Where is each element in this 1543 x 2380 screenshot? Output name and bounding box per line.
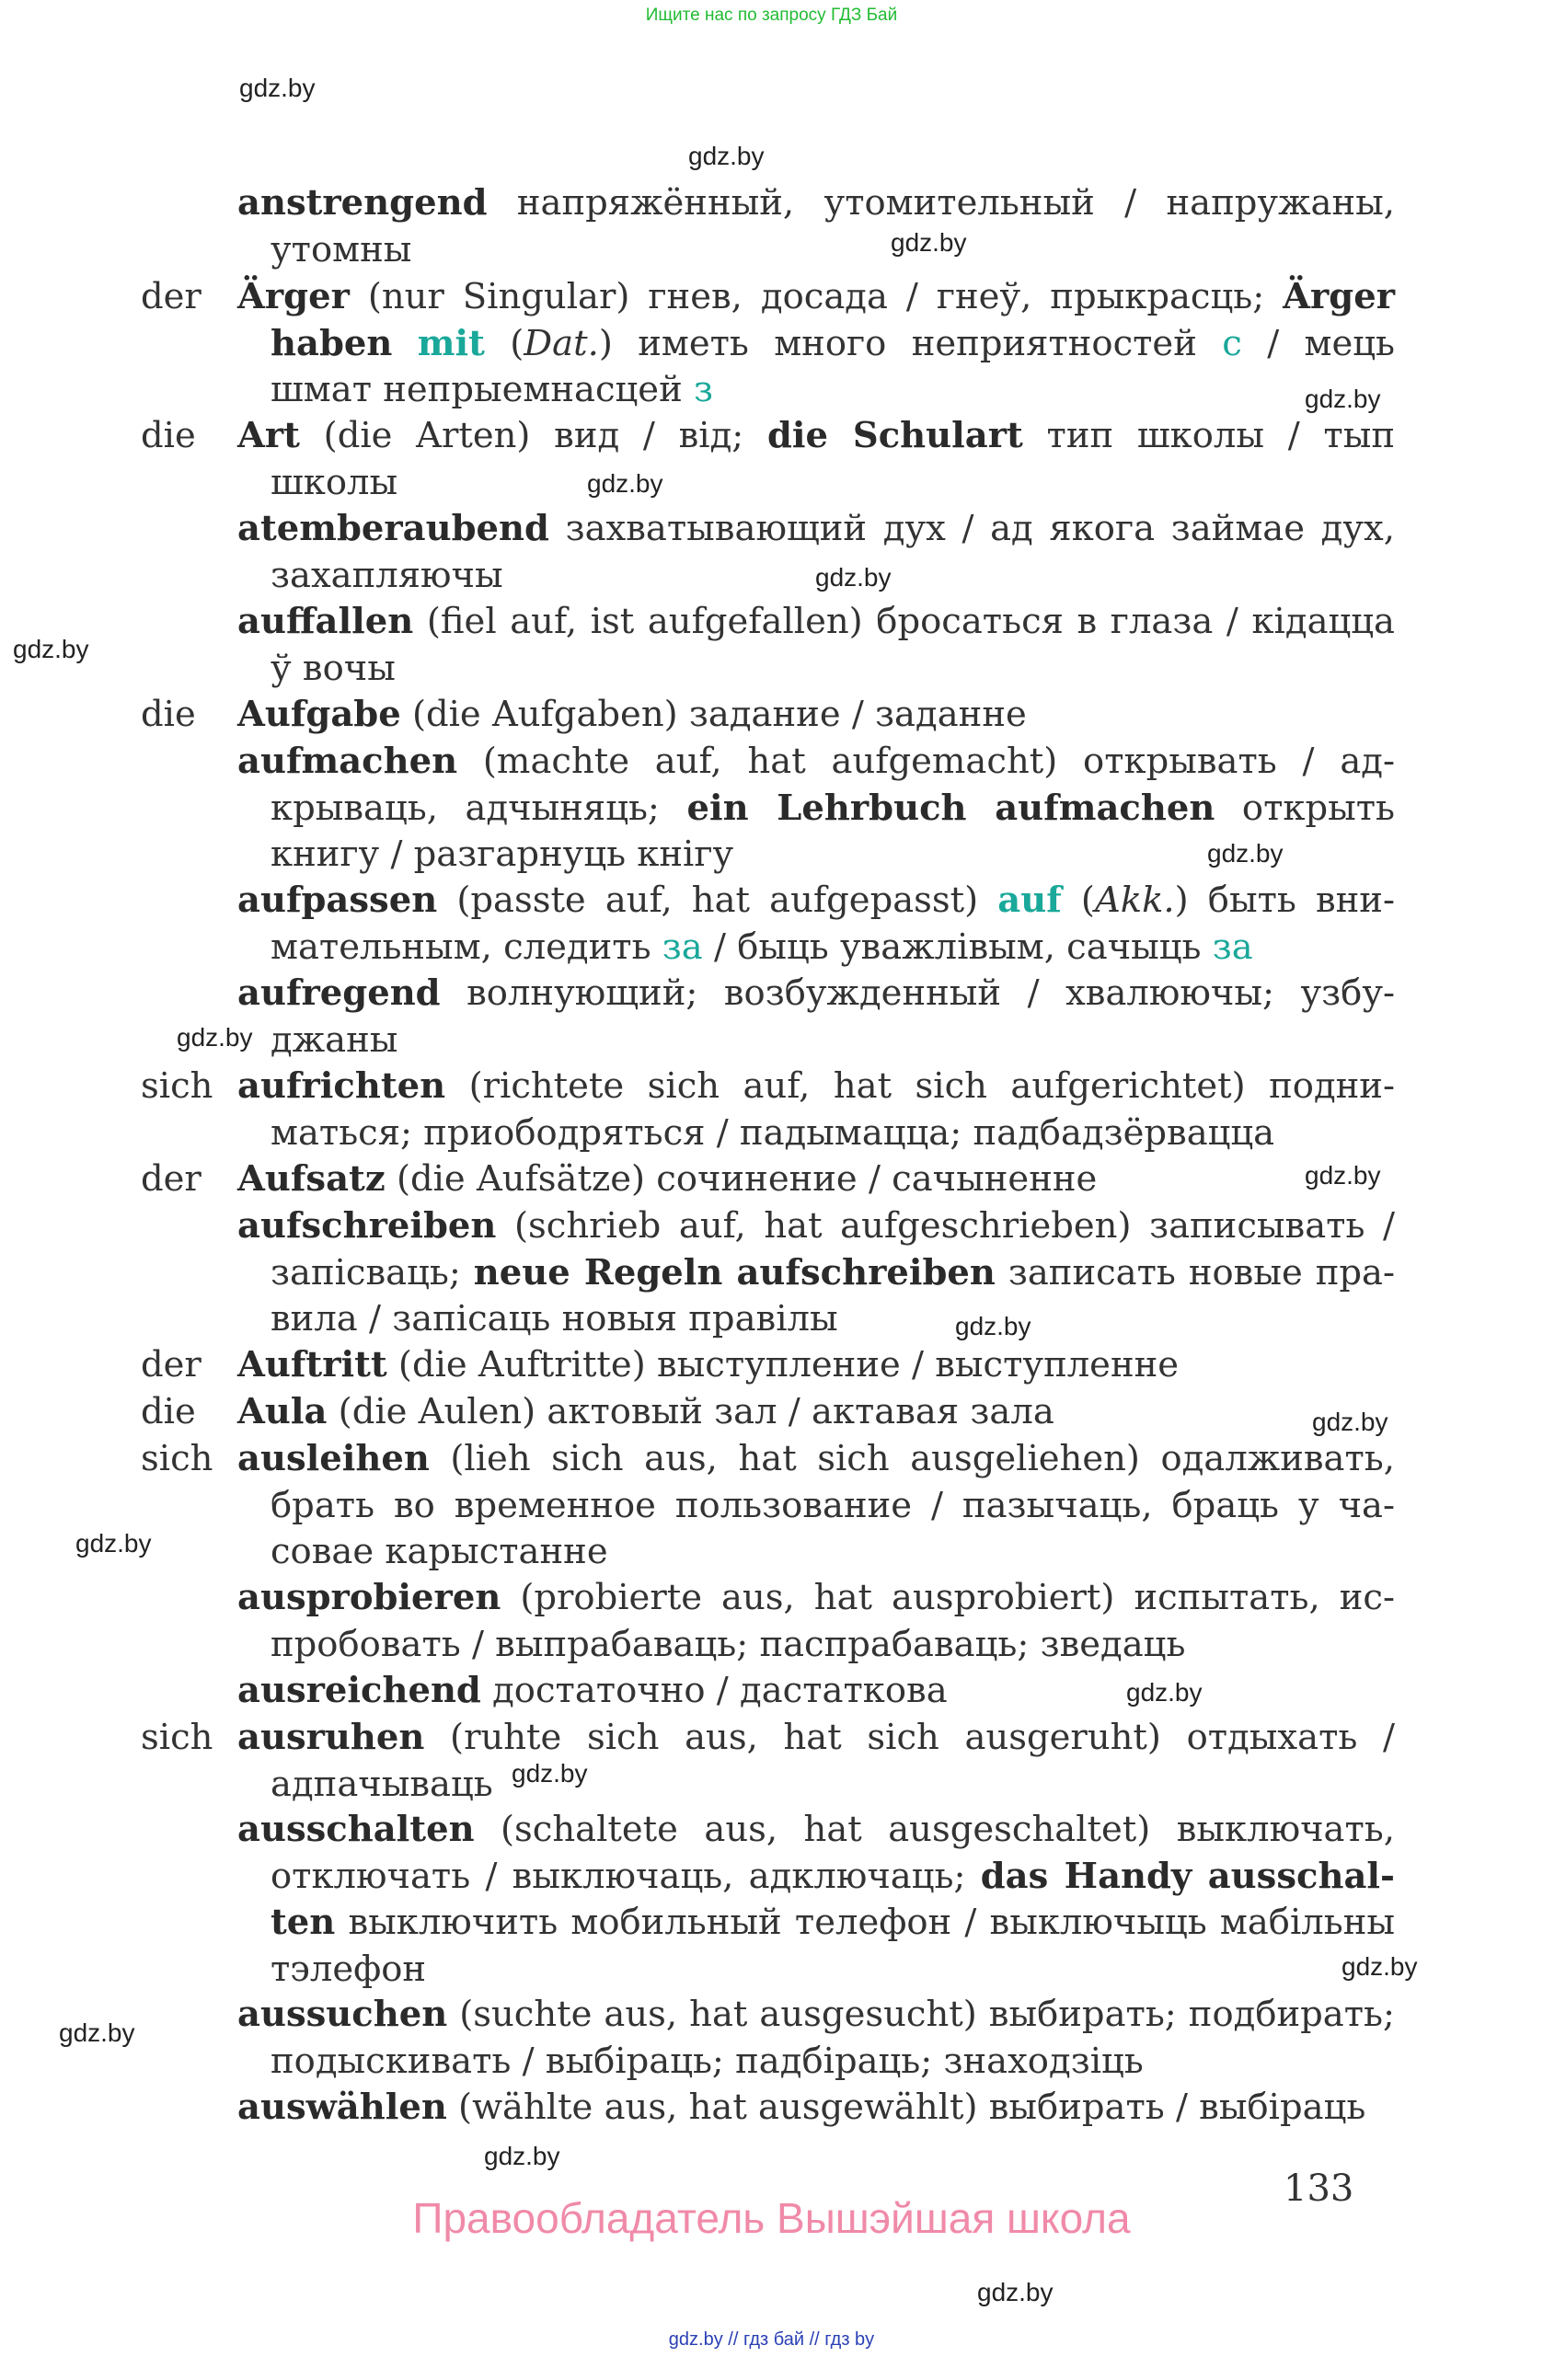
definition-text: (richtete sich auf, hat sich aufgerichtet) подниматься; приободряться / падымацца; падбадзёрвацца bbox=[271, 1065, 1395, 1154]
definition-text: ( bbox=[1061, 880, 1095, 921]
headword: auswählen bbox=[237, 2087, 447, 2128]
entry-article: sich bbox=[141, 1438, 213, 1479]
headword: Ärger haben bbox=[271, 276, 1395, 364]
preposition-highlight: mit bbox=[417, 322, 485, 364]
headword: ausschalten bbox=[237, 1809, 475, 1850]
entry-definition bbox=[237, 692, 1395, 739]
headword: Aula bbox=[237, 1391, 328, 1432]
definition-text: захватывающий дух / ад якога займае дух, захапляючы bbox=[271, 508, 1395, 596]
definition-text: (schrieb auf, hat aufgeschrieben) записывать / запісваць; bbox=[271, 1205, 1395, 1293]
definition-text: (die Arten) вид / від; bbox=[299, 415, 767, 456]
definition-text: ( bbox=[484, 322, 524, 364]
definition-text: (wählte aus, hat ausgewählt) выбирать / выбіраць bbox=[446, 2087, 1366, 2128]
watermark: gdz.by bbox=[587, 469, 663, 498]
watermark: gdz.by bbox=[1305, 385, 1381, 413]
preposition-highlight: auf bbox=[997, 880, 1062, 921]
headword: ausreichend bbox=[237, 1670, 481, 1711]
entry-definition bbox=[237, 274, 1395, 414]
headword: anstrengend bbox=[237, 182, 488, 224]
definition-text: достаточно / дастаткова bbox=[480, 1670, 948, 1711]
watermark: gdz.by bbox=[59, 2018, 135, 2047]
entry-definition bbox=[237, 413, 1395, 506]
definition-text: (ruhte sich aus, hat sich ausgeruht) отдыхать / адпачываць bbox=[271, 1717, 1395, 1805]
preposition-highlight: за bbox=[1212, 926, 1253, 968]
entry-definition bbox=[237, 506, 1395, 599]
entry-definition bbox=[237, 599, 1395, 692]
headword: Aufsatz bbox=[237, 1158, 386, 1200]
watermark: gdz.by bbox=[1305, 1161, 1381, 1190]
preposition-highlight: с bbox=[1222, 322, 1242, 364]
headword: aufregend bbox=[237, 972, 441, 1014]
entry-article: der bbox=[141, 276, 202, 317]
entry-definition bbox=[237, 1575, 1395, 1668]
headword: neue Regeln aufschreiben bbox=[473, 1251, 996, 1293]
case-label: Akk. bbox=[1094, 880, 1175, 921]
definition-text: / быць уважлівым, сачыць bbox=[702, 926, 1213, 968]
entry-definition bbox=[237, 1436, 1395, 1576]
entry-definition bbox=[237, 971, 1395, 1064]
entry-definition bbox=[237, 1807, 1395, 1993]
headword: ein Lehrbuch aufmachen bbox=[686, 787, 1215, 829]
headword: aufmachen bbox=[237, 741, 458, 782]
definition-text: открыть книгу / разгарнуць кнігу bbox=[271, 787, 1395, 875]
headword: Aufgabe bbox=[237, 694, 401, 735]
entry-article: die bbox=[141, 415, 196, 456]
headword: aufpassen bbox=[237, 880, 438, 921]
definition-text: (probierte aus, hat ausprobiert) испытать, испробовать / выпрабаваць; паспрабаваць; зведаць bbox=[271, 1577, 1395, 1665]
watermark: gdz.by bbox=[977, 2278, 1054, 2306]
watermark: gdz.by bbox=[13, 635, 89, 663]
entry-definition bbox=[237, 1992, 1395, 2085]
headword: Art bbox=[237, 415, 300, 456]
entry-definition bbox=[237, 1064, 1395, 1156]
watermark: gdz.by bbox=[1207, 839, 1284, 868]
watermark: gdz.by bbox=[1126, 1678, 1203, 1707]
entry-definition bbox=[237, 1342, 1395, 1389]
watermark: gdz.by bbox=[512, 1759, 588, 1788]
headword: aufrichten bbox=[237, 1065, 446, 1107]
definition-text bbox=[392, 323, 417, 364]
entry-definition bbox=[237, 180, 1395, 273]
headword: atemberaubend bbox=[237, 508, 549, 549]
headword: ausruhen bbox=[237, 1717, 425, 1758]
definition-text: тип школы / тып школы bbox=[271, 415, 1396, 503]
headword: das Handy ausschalten bbox=[271, 1855, 1395, 1943]
definition-text: (suchte aus, hat ausgesucht) выбирать; подбирать; подыскивать / выбіраць; падбіраць; знаходзіць bbox=[271, 1994, 1395, 2082]
headword: ausprobieren bbox=[237, 1577, 501, 1618]
definition-text: (schaltete aus, hat ausgeschaltet) выключать, отключать / выключаць, адключаць; bbox=[271, 1809, 1395, 1897]
watermark: gdz.by bbox=[177, 1023, 253, 1052]
page-number: 133 bbox=[1284, 2167, 1354, 2210]
headword: Ärger bbox=[237, 276, 350, 317]
copyright-notice: Правообладатель Вышэйшая школа bbox=[412, 2194, 1131, 2242]
watermark: gdz.by bbox=[484, 2142, 560, 2170]
definition-text: (die Aulen) актовый зал / актавая зала bbox=[327, 1391, 1054, 1432]
definition-text: (fiel auf, ist aufgefallen) бросаться в глаза / кідацца ў вочы bbox=[271, 601, 1395, 689]
definition-text: (die Auftritte) выступление / выступленне bbox=[386, 1344, 1180, 1385]
headword: aufschreiben bbox=[237, 1205, 497, 1247]
definition-text: выключить мобильный телефон / выключыць мабільны тэлефон bbox=[271, 1902, 1395, 1990]
entry-definition bbox=[237, 1715, 1395, 1808]
watermark: gdz.by bbox=[688, 142, 765, 170]
entry-article: die bbox=[141, 694, 196, 735]
headword: Auftritt bbox=[237, 1344, 387, 1385]
preposition-highlight: за bbox=[662, 926, 703, 968]
watermark: gdz.by bbox=[815, 563, 892, 592]
watermark: gdz.by bbox=[1341, 1952, 1418, 1981]
headword: ausleihen bbox=[237, 1438, 430, 1479]
entry-definition bbox=[237, 739, 1395, 879]
headword: auffallen bbox=[237, 601, 414, 642]
definition-text: ) быть внимательным, следить bbox=[271, 880, 1395, 968]
entry-article: sich bbox=[141, 1065, 213, 1107]
entry-article: die bbox=[141, 1391, 196, 1432]
definition-text: (die Aufgaben) задание / заданне bbox=[400, 694, 1027, 735]
watermark: gdz.by bbox=[1312, 1408, 1388, 1436]
footer-links[interactable]: gdz.by // гдз бай // гдз by bbox=[668, 2329, 875, 2350]
definition-text: (passte auf, hat aufgepasst) bbox=[437, 880, 998, 921]
entry-article: der bbox=[141, 1344, 202, 1385]
headword: aussuchen bbox=[237, 1994, 448, 2035]
entry-definition bbox=[237, 2085, 1395, 2132]
entry-definition bbox=[237, 1156, 1395, 1203]
definition-text: (machte auf, hat aufgemacht) открывать / адкрываць, адчыняць; bbox=[271, 741, 1395, 829]
entry-article: sich bbox=[141, 1717, 213, 1758]
case-label: Dat. bbox=[524, 322, 599, 364]
headword: die Schulart bbox=[767, 415, 1023, 456]
entry-definition bbox=[237, 1389, 1395, 1436]
entry-definition bbox=[237, 878, 1395, 971]
definition-text: записать новые правила / запісаць новыя правілы bbox=[271, 1251, 1395, 1339]
entry-article: der bbox=[141, 1158, 202, 1200]
definition-text: / мець шмат непрыемнасцей bbox=[271, 322, 1395, 410]
watermark: gdz.by bbox=[239, 74, 316, 102]
entry-definition bbox=[237, 1668, 1395, 1715]
watermark: gdz.by bbox=[75, 1529, 152, 1558]
preposition-highlight: з bbox=[693, 369, 713, 410]
definition-text: ) иметь много неприятностей bbox=[598, 322, 1223, 364]
entry-definition bbox=[237, 1203, 1395, 1343]
definition-text: напряжённый, утомительный / напружаны, утомны bbox=[271, 182, 1395, 270]
definition-text: волнующий; возбужденный / хвалюючы; узбуджаны bbox=[271, 972, 1395, 1061]
search-banner: Ищите нас по запросу ГДЗ Бай bbox=[645, 6, 898, 25]
definition-text: (lieh sich aus, hat sich ausgeliehen) одалживать, брать во временное пользование / пазычаць, браць у часовае карыстанне bbox=[271, 1438, 1395, 1572]
watermark: gdz.by bbox=[955, 1312, 1031, 1340]
watermark: gdz.by bbox=[891, 228, 967, 257]
definition-text: (nur Singular) гнев, досада / гнеў, прыкрасць; bbox=[349, 276, 1284, 317]
definition-text: (die Aufsätze) сочинение / сачыненне bbox=[385, 1158, 1098, 1200]
